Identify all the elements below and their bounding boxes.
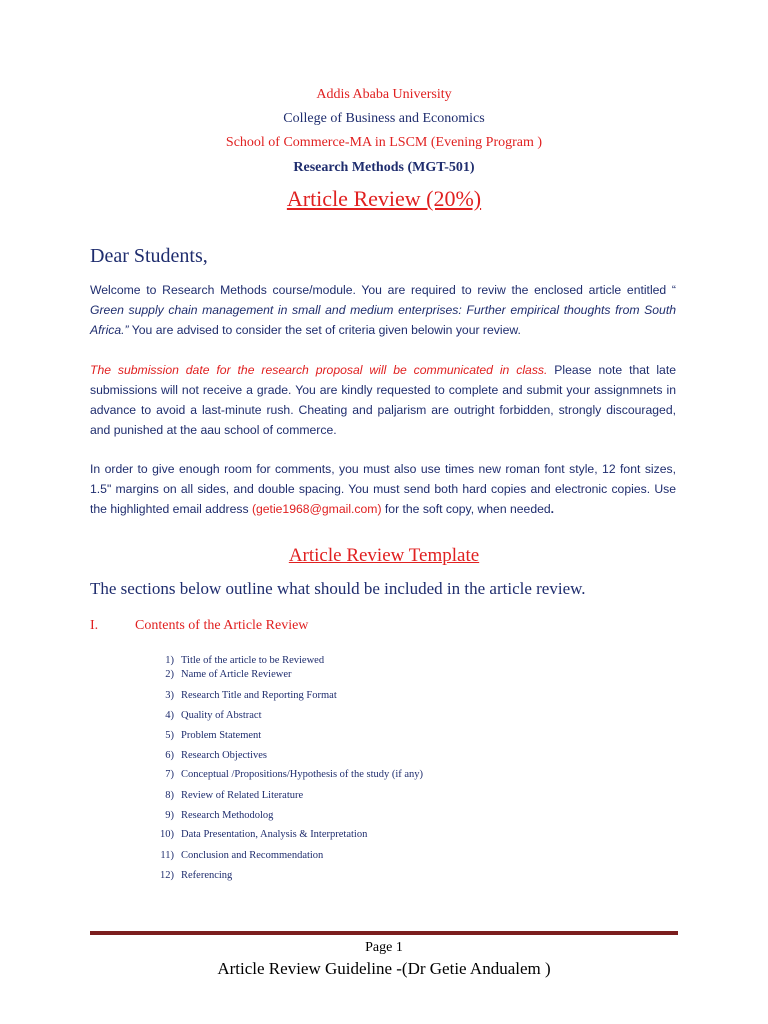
- course-name: Research Methods (MGT-501): [293, 160, 475, 175]
- list-item: Research Title and Reporting Format: [181, 690, 337, 701]
- list-item-number: 12): [160, 870, 174, 881]
- intro-tail: You are advised to consider the set of criteria given belowin your review.: [128, 323, 521, 337]
- list-item-number: 2): [165, 669, 174, 680]
- format-body: In order to give enough room for comments, you must also use times new roman font style, 12 font sizes, 1.5" margins on all sides, and double spacing. You must send both hard copies and electronic copies. Use the highlighted email address: [90, 462, 676, 516]
- list-item-number: 11): [160, 850, 174, 861]
- list-item: Review of Related Literature: [181, 790, 304, 801]
- document-title: Article Review (20%): [286, 186, 482, 211]
- list-item: Conclusion and Recommendation: [181, 850, 324, 861]
- list-item: Research Methodolog: [181, 810, 274, 821]
- footer-title: Article Review Guideline -(Dr Getie Andualem ): [217, 959, 551, 978]
- list-item: Referencing: [181, 870, 233, 881]
- university-name: Addis Ababa University: [316, 87, 452, 102]
- footer-divider: [90, 931, 678, 935]
- list-item: Name of Article Reviewer: [181, 669, 292, 680]
- article-title: Green supply chain management in small and medium enterprises: Further empirical thoughts from South Africa.”: [90, 303, 676, 337]
- section-title: Contents of the Article Review: [135, 618, 309, 633]
- list-item-number: 4): [165, 710, 174, 721]
- list-item-number: 6): [165, 750, 174, 761]
- college-name: College of Business and Economics: [283, 111, 485, 126]
- list-item-number: 3): [165, 690, 174, 701]
- format-end: .: [550, 502, 555, 516]
- list-item: Data Presentation, Analysis & Interpretation: [181, 829, 368, 840]
- list-item-number: 7): [165, 769, 174, 780]
- submission-paragraph: [90, 360, 676, 440]
- email-address[interactable]: (getie1968@gmail.com): [251, 502, 382, 516]
- list-item-number: 8): [165, 790, 174, 801]
- outline-text: The sections below outline what should be included in the article review.: [90, 579, 586, 598]
- school-name: School of Commerce-MA in LSCM (Evening Program ): [225, 135, 543, 150]
- submission-body: Please note that late submissions will not receive a grade. You are kindly requested to complete and submit your assignmnets in advance to avoid a last-minute rush. Cheating and paljarism are outright forbidden, strongly discouraged, and punished at the aau school of commerce.: [90, 363, 676, 437]
- submission-notice: The submission date for the research proposal will be communicated in class.: [90, 363, 548, 377]
- salutation: Dear Students,: [90, 245, 208, 267]
- list-item-number: 5): [165, 730, 174, 741]
- section-number: I.: [90, 618, 99, 633]
- list-item-number: 1): [165, 655, 174, 666]
- list-item-number: 9): [165, 810, 174, 821]
- template-heading: Article Review Template: [288, 545, 480, 566]
- list-item: Problem Statement: [181, 730, 262, 741]
- list-item: Conceptual /Propositions/Hypothesis of the study (if any): [181, 769, 424, 780]
- intro-lead: Welcome to Research Methods course/module. You are required to reviw the enclosed article entitled “: [90, 283, 676, 297]
- list-item: Quality of Abstract: [181, 710, 262, 721]
- list-item: Research Objectives: [181, 750, 268, 761]
- intro-paragraph: [90, 280, 676, 340]
- list-item: Title of the article to be Reviewed: [181, 655, 325, 666]
- format-paragraph: [90, 459, 676, 519]
- list-item-number: 10): [160, 829, 174, 840]
- page-number: Page 1: [365, 940, 403, 955]
- format-tail: for the soft copy, when needed: [381, 502, 551, 516]
